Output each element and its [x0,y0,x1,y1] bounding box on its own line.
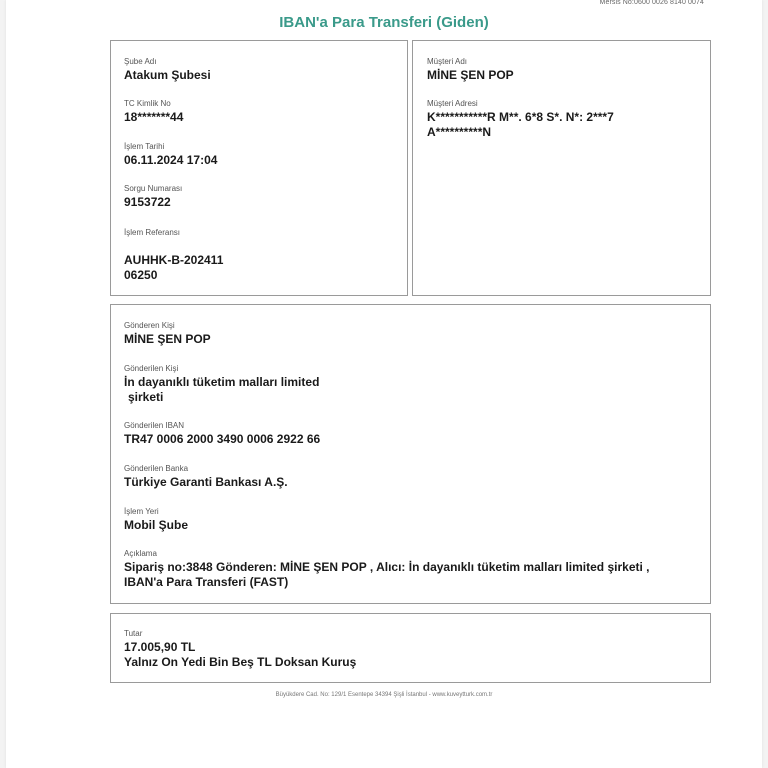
footer-address: Büyükdere Cad. No: 129/1 Esentepe 34394 Şişli İstanbul - www.kuveytturk.com.tr [275,692,493,698]
description-line2: IBAN'a Para Transferi (FAST) [124,575,289,589]
bank-value: Türkiye Garanti Bankası A.Ş. [124,475,288,489]
amount-label: Tutar [124,629,143,638]
customer-name-value: MİNE ŞEN POP [427,68,514,82]
page-title: IBAN'a Para Transferi (Giden) [279,14,489,31]
branch-value: Atakum Şubesi [124,68,211,82]
query-label: Sorgu Numarası [124,184,183,193]
branch-label: Şube Adı [124,57,157,66]
ref-value-line2: 06250 [124,268,158,282]
date-value: 06.11.2024 17:04 [124,153,218,167]
tc-label: TC Kimlik No [124,99,171,108]
sender-value: MİNE ŞEN POP [124,332,211,346]
amount-value: 17.005,90 TL [124,640,196,654]
place-label: İşlem Yeri [124,507,159,516]
branch-info-box [110,40,408,296]
recipient-value-line2: şirketi [128,390,164,404]
customer-address-line2: A**********N [427,125,492,139]
amount-box [110,613,711,683]
description-label: Açıklama [124,549,157,558]
iban-label: Gönderilen IBAN [124,421,185,430]
bank-label: Gönderilen Banka [124,464,189,473]
customer-address-line1: K***********R M**. 6*8 S*. N*: 2***7 [427,110,614,124]
place-value: Mobil Şube [124,518,188,532]
sender-label: Gönderen Kişi [124,321,175,330]
iban-value: TR47 0006 2000 3490 0006 2922 66 [124,432,321,446]
date-label: İşlem Tarihi [124,142,165,151]
recipient-value-line1: İn dayanıklı tüketim malları limited [124,375,320,389]
customer-address-label: Müşteri Adresi [427,99,478,108]
ref-label: İşlem Referansı [124,228,181,237]
tc-value: 18*******44 [124,110,184,124]
amount-words: Yalnız On Yedi Bin Beş TL Doksan Kuruş [124,655,357,669]
transfer-details-box [110,304,711,604]
description-line1: Sipariş no:3848 Gönderen: MİNE ŞEN POP , Alıcı: İn dayanıklı tüketim malları limited şirketi , [124,560,650,574]
recipient-label: Gönderilen Kişi [124,364,179,373]
mersis-number: Mersis No:0600 0026 8140 0074 [599,0,704,6]
ref-value-line1: AUHHK-B-202411 [124,253,224,267]
customer-info-box [412,40,711,296]
customer-name-label: Müşteri Adı [427,57,468,66]
query-value: 9153722 [124,195,171,209]
